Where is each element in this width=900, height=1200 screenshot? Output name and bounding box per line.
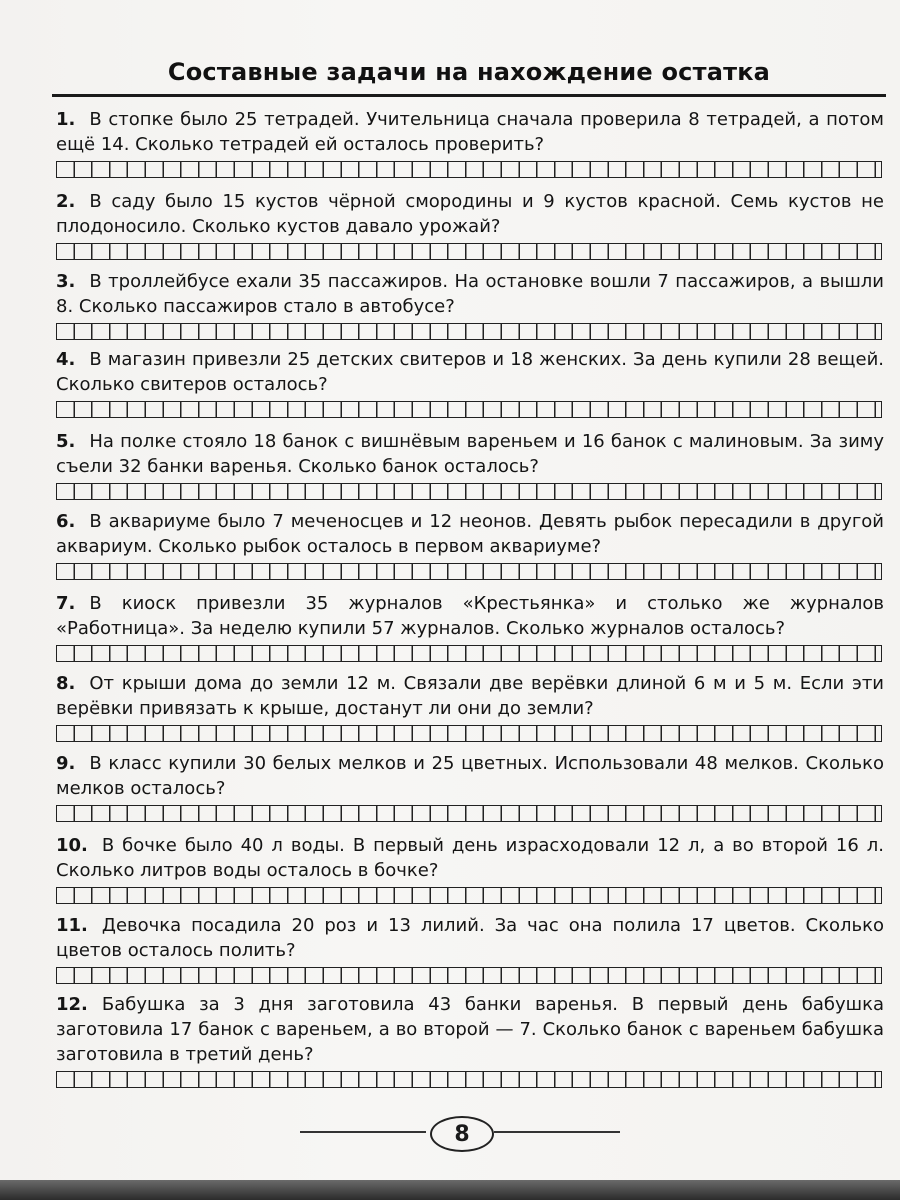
page-number-rule-left bbox=[300, 1131, 426, 1133]
problem-5 bbox=[56, 429, 884, 509]
problem-number: 7. bbox=[56, 593, 76, 614]
answer-grid[interactable] bbox=[56, 243, 882, 260]
problem-number: 4. bbox=[56, 349, 76, 370]
problem-text: В магазин привезли 25 детских свитеров и 18 женских. За день купили 28 вещей. Сколько свитеров осталось? bbox=[56, 349, 884, 395]
problem-text: На полке стояло 18 банок с вишнёвым вареньем и 16 банок с малиновым. За зиму съели 32 банки варенья. Сколько банок осталось? bbox=[56, 431, 884, 477]
answer-grid[interactable] bbox=[56, 323, 882, 340]
problem-9 bbox=[56, 751, 884, 833]
problem-6 bbox=[56, 509, 884, 591]
answer-grid[interactable] bbox=[56, 887, 882, 904]
problem-10 bbox=[56, 833, 884, 913]
problem-text: В бочке было 40 л воды. В первый день израсходовали 12 л, а во второй 16 л. Сколько литров воды осталось в бочке? bbox=[56, 835, 884, 881]
problem-number: 10. bbox=[56, 835, 88, 856]
answer-grid[interactable] bbox=[56, 563, 882, 580]
answer-grid[interactable] bbox=[56, 161, 882, 178]
problem-text: В класс купили 30 белых мелков и 25 цветных. Использовали 48 мелков. Сколько мелков осталось? bbox=[56, 753, 884, 799]
answer-grid[interactable] bbox=[56, 483, 882, 500]
answer-grid[interactable] bbox=[56, 401, 882, 418]
problem-number: 8. bbox=[56, 673, 76, 694]
problem-text: В киоск привезли 35 журналов «Крестьянка» и столько же журналов «Работница». За неделю купили 57 журналов. Сколько журналов осталось? bbox=[56, 593, 884, 639]
problem-number: 9. bbox=[56, 753, 76, 774]
problem-number: 5. bbox=[56, 431, 76, 452]
problem-11 bbox=[56, 913, 884, 992]
problem-text: В стопке было 25 тетрадей. Учительница сначала проверила 8 тетрадей, а потом ещё 14. Сколько тетрадей ей осталось проверить? bbox=[56, 109, 884, 155]
problem-number: 11. bbox=[56, 915, 88, 936]
problem-number: 1. bbox=[56, 109, 76, 130]
title-underline bbox=[52, 94, 886, 97]
problem-3 bbox=[56, 269, 884, 347]
problem-8 bbox=[56, 671, 884, 751]
problem-text: Девочка посадила 20 роз и 13 лилий. За час она полила 17 цветов. Сколько цветов осталось полить? bbox=[56, 915, 884, 961]
answer-grid[interactable] bbox=[56, 645, 882, 662]
problem-text: Бабушка за 3 дня заготовила 43 банки варенья. В первый день бабушка заготовила 17 банок с вареньем, а во второй — 7. Сколько банок с вареньем бабушка заготовила в третий день? bbox=[56, 994, 884, 1065]
answer-grid[interactable] bbox=[56, 725, 882, 742]
problem-number: 2. bbox=[56, 191, 76, 212]
problem-text: В саду было 15 кустов чёрной смородины и 9 кустов красной. Семь кустов не плодоносило. Сколько кустов давало урожай? bbox=[56, 191, 884, 237]
page-title: Составные задачи на нахождение остатка bbox=[167, 58, 771, 86]
page-number: 8 bbox=[430, 1116, 494, 1152]
page-bottom-shadow bbox=[0, 1180, 900, 1200]
problem-1 bbox=[56, 107, 884, 189]
problem-7 bbox=[56, 591, 884, 671]
problem-4 bbox=[56, 347, 884, 429]
page-number-rule-right bbox=[494, 1131, 620, 1133]
answer-grid[interactable] bbox=[56, 805, 882, 822]
problem-text: От крыши дома до земли 12 м. Связали две верёвки длиной 6 м и 5 м. Если эти верёвки привязать к крыше, достанут ли они до земли? bbox=[56, 673, 884, 719]
problem-number: 12. bbox=[56, 994, 88, 1015]
problem-list bbox=[56, 107, 884, 1096]
problem-12 bbox=[56, 992, 884, 1096]
answer-grid[interactable] bbox=[56, 967, 882, 984]
problem-text: В троллейбусе ехали 35 пассажиров. На остановке вошли 7 пассажиров, а вышли 8. Сколько пассажиров стало в автобусе? bbox=[56, 271, 884, 317]
problem-2 bbox=[56, 189, 884, 269]
answer-grid[interactable] bbox=[56, 1071, 882, 1088]
problem-number: 6. bbox=[56, 511, 76, 532]
problem-number: 3. bbox=[56, 271, 76, 292]
problem-text: В аквариуме было 7 меченосцев и 12 неонов. Девять рыбок пересадили в другой аквариум. Сколько рыбок осталось в первом аквариуме? bbox=[56, 511, 884, 557]
